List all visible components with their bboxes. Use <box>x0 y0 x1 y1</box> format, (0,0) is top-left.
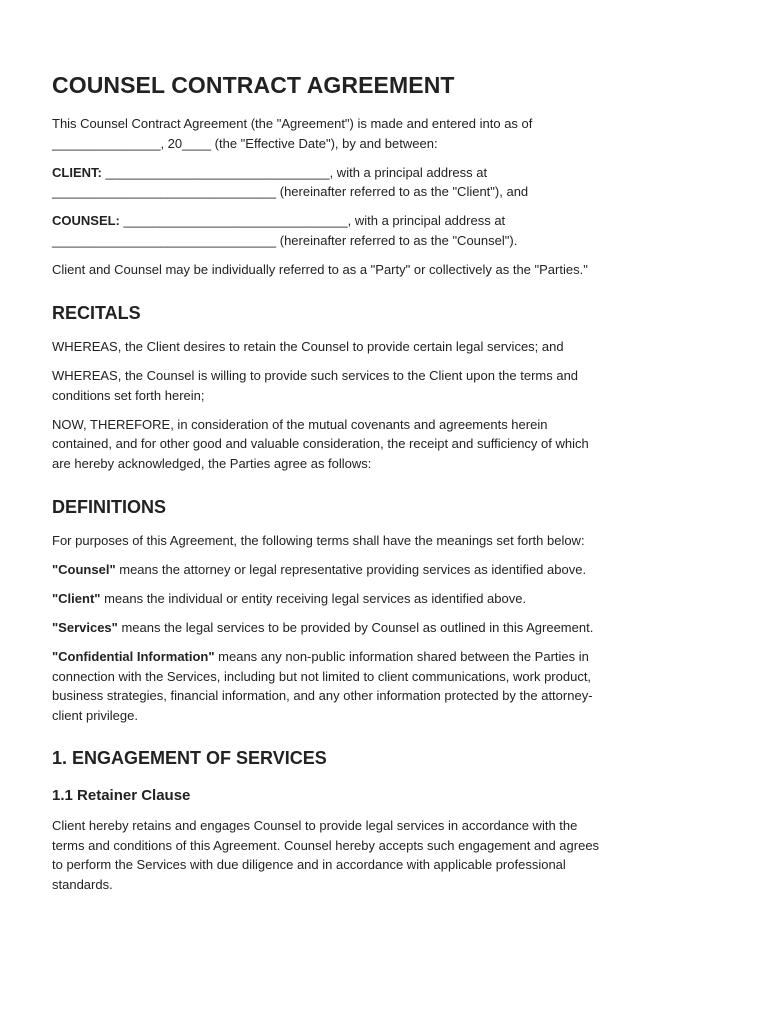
document-title: COUNSEL CONTRACT AGREEMENT <box>52 72 455 98</box>
recital-whereas-2-line-1: WHEREAS, the Counsel is willing to provide such services to the Client upon the terms and <box>52 368 579 383</box>
intro-paragraph <box>52 114 718 153</box>
definition-text: means the legal services to be provided by Counsel as outlined in this Agreement. <box>117 620 594 635</box>
counsel-line-1: _______________________________, with a principal address at <box>119 213 506 228</box>
definition-confidential-information <box>52 647 718 725</box>
recital-whereas-2 <box>52 366 718 405</box>
retainer-line-3: to perform the Services with due diligence and in accordance with applicable professional <box>52 857 566 872</box>
definitions-heading: DEFINITIONS <box>52 497 167 517</box>
definition-services <box>52 618 718 638</box>
counsel-label: COUNSEL: <box>52 213 120 228</box>
client-line-2: _______________________________ (hereinafter referred to as the "Client"), and <box>52 184 529 199</box>
retainer-line-2: terms and conditions of this Agreement. Counsel hereby accepts such engagement and agrees <box>52 837 600 853</box>
engagement-heading: 1. ENGAGEMENT OF SERVICES <box>52 748 327 768</box>
definition-counsel <box>52 560 718 580</box>
definition-text-line-2: connection with the Services, including but not limited to client communications, work product, <box>52 668 592 684</box>
retainer-clause-paragraph <box>52 816 718 894</box>
definitions-intro: For purposes of this Agreement, the following terms shall have the meanings set forth below: <box>52 533 585 548</box>
definition-text: means the individual or entity receiving legal services as identified above. <box>100 591 527 606</box>
intro-line-2: _______________, 20____ (the "Effective Date"), by and between: <box>52 135 438 151</box>
definition-term: "Counsel" <box>52 562 116 577</box>
counsel-paragraph <box>52 211 718 250</box>
recital-whereas-1: WHEREAS, the Client desires to retain the Counsel to provide certain legal services; and <box>52 339 564 354</box>
recital-whereas-2-line-2: conditions set forth herein; <box>52 387 205 403</box>
recitals-heading: RECITALS <box>52 303 141 323</box>
recital-now-line-1: NOW, THEREFORE, in consideration of the mutual covenants and agreements herein <box>52 416 548 432</box>
retainer-line-4: standards. <box>52 876 113 892</box>
definition-term: "Confidential Information" <box>52 649 215 664</box>
definition-text-line-4: client privilege. <box>52 707 138 723</box>
parties-paragraph: Client and Counsel may be individually referred to as a "Party" or collectively as the "Parties." <box>52 261 588 277</box>
definition-text-line-3: business strategies, financial information, and any other information protected by the attorney- <box>52 688 593 703</box>
recital-now-line-2: contained, and for other good and valuable consideration, the receipt and sufficiency of which <box>52 436 589 451</box>
definition-client <box>52 589 718 609</box>
definition-text: means the attorney or legal representative providing services as identified above. <box>115 562 587 577</box>
retainer-clause-heading: 1.1 Retainer Clause <box>52 787 191 804</box>
client-label: CLIENT: <box>52 164 102 180</box>
recital-now-line-3: are hereby acknowledged, the Parties agree as follows: <box>52 455 372 471</box>
counsel-line-2: _______________________________ (hereinafter referred to as the "Counsel"). <box>52 232 518 248</box>
client-line-1: _______________________________, with a principal address at <box>101 164 488 180</box>
definition-term: "Services" <box>52 620 118 635</box>
definition-text: means any non-public information shared between the Parties in <box>214 649 589 664</box>
recital-now-therefore <box>52 415 718 474</box>
retainer-line-1: Client hereby retains and engages Counsel to provide legal services in accordance with the <box>52 818 578 833</box>
definition-term: "Client" <box>52 591 101 606</box>
client-paragraph <box>52 163 718 202</box>
intro-line-1: This Counsel Contract Agreement (the "Agreement") is made and entered into as of <box>52 116 533 131</box>
